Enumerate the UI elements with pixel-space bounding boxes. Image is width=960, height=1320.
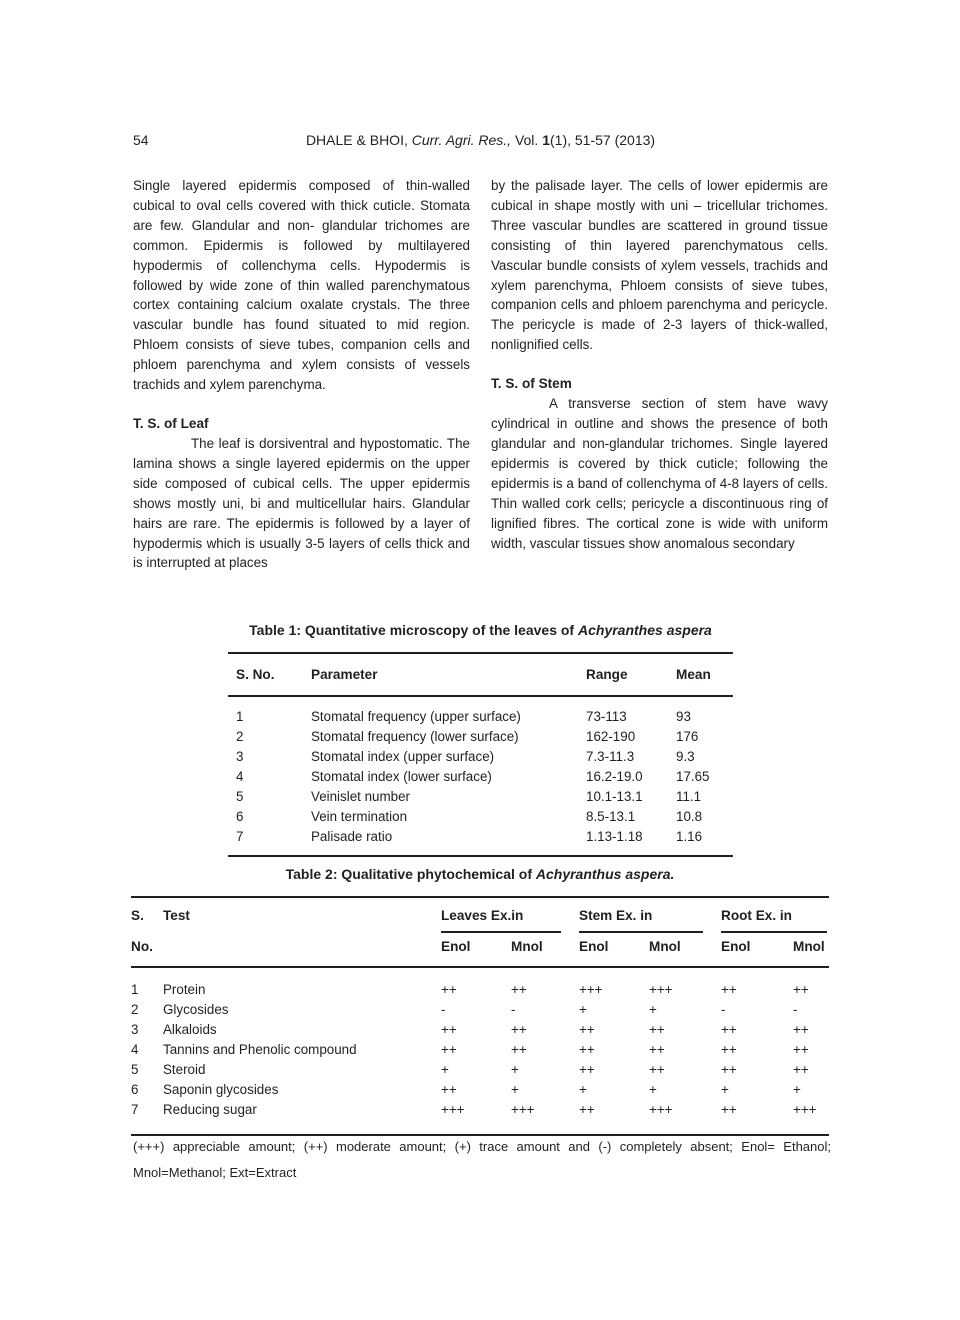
cell-value: + xyxy=(649,1082,657,1097)
subcolumn-header-enol: Enol xyxy=(579,939,609,954)
cell-no: 6 xyxy=(236,809,244,824)
table2-title xyxy=(131,864,829,884)
right-column xyxy=(491,176,828,620)
cell-value: ++ xyxy=(649,1042,665,1057)
cell-value: + xyxy=(441,1062,449,1077)
table1-section xyxy=(133,620,828,857)
running-head xyxy=(133,131,828,149)
table-row xyxy=(131,1060,829,1080)
cell-value: ++ xyxy=(793,1022,809,1037)
cell-value: +++ xyxy=(579,982,603,997)
table2-header-sub-row xyxy=(131,933,829,968)
empty-cell xyxy=(163,937,441,957)
cell-no: 1 xyxy=(131,982,139,997)
table-row xyxy=(228,827,733,847)
table2-header-group-row xyxy=(131,898,829,933)
paragraph: Single layered epidermis composed of thin-walled cubical to oval cells covered with thick cuticle. Stomata are few. Glandular and non- glandular trichomes are common. Epidermis is followed by multilayered hypodermis of collenchyma cells. Hypodermis is followed by wide zone of thin walled parenchymatous cortex containing calcium oxalate crystals. The three vascular bundle has found situated to mid region. Phloem consists of sieve tubes, companion cells and phloem parenchyma and xylem consists of vessels trachids and xylem parenchyma. xyxy=(133,178,470,393)
table2-title-species: Achyranthus aspera. xyxy=(535,866,675,882)
cell-parameter: Veinislet number xyxy=(311,789,410,804)
cell-mean: 11.1 xyxy=(676,789,702,804)
cell-parameter: Stomatal index (lower surface) xyxy=(311,769,492,784)
cell-range: 162-190 xyxy=(586,729,636,744)
table2-section xyxy=(131,864,829,1136)
table-row xyxy=(131,1000,829,1020)
paragraph: A transverse section of stem have wavy cylindrical in outline and shows the presence of both glandular and non-glandular trichomes. Single layered epidermis is covered by thick cuticle; following the epidermis is a band of collenchyma of 4-8 layers of cells. Thin walled cork cells; pericycle a discontinuous ring of lignified fibres. The cortical zone is wide with uniform width, vascular tissues show anomalous secondary xyxy=(491,396,828,551)
column-header-mean: Mean xyxy=(676,667,711,682)
paragraph: The leaf is dorsiventral and hypostomatic. The lamina shows a single layered epidermis on the upper side composed of cubical cells. The upper epidermis shows mostly uni, bi and multicellular hairs. Glandular hairs are rare. The epidermis is followed by a layer of hypodermis which is usually 3-5 layers of cells thick and is interrupted at places xyxy=(133,435,470,571)
cell-value: ++ xyxy=(511,1022,527,1037)
table2-footnote: (+++) appreciable amount; (++) moderate amount; (+) trace amount and (-) completely absent; Enol= Ethanol; Mnol=Methanol; Ext=Extract xyxy=(133,1139,831,1180)
cell-range: 7.3-11.3 xyxy=(586,749,635,764)
cell-no: 5 xyxy=(131,1062,139,1077)
table2-body xyxy=(131,968,829,1134)
cell-value: ++ xyxy=(441,1022,457,1037)
table-row xyxy=(228,807,733,827)
cell-mean: 10.8 xyxy=(676,809,703,824)
table-row xyxy=(131,1080,829,1100)
cell-range: 73-113 xyxy=(586,709,627,724)
cell-test: Reducing sugar xyxy=(163,1102,257,1117)
cell-parameter: Vein termination xyxy=(311,809,408,824)
section-heading-ts-leaf: T. S. of Leaf xyxy=(133,415,209,431)
cell-value: ++ xyxy=(721,1102,737,1117)
cell-no: 2 xyxy=(236,729,244,744)
table-row xyxy=(228,767,733,787)
column-header-test: Test xyxy=(163,908,190,923)
table2 xyxy=(131,896,829,1136)
citation-journal-name: Curr. Agri. Res., xyxy=(411,132,515,148)
cell-parameter: Stomatal frequency (upper surface) xyxy=(311,709,521,724)
cell-value: +++ xyxy=(793,1102,817,1117)
table1-body xyxy=(228,697,733,855)
subcolumn-header-enol: Enol xyxy=(441,939,471,954)
cell-value: - xyxy=(793,1002,798,1017)
table1-title-species: Achyranthes aspera xyxy=(578,622,712,638)
table-row xyxy=(228,787,733,807)
cell-value: + xyxy=(721,1082,729,1097)
cell-parameter: Stomatal frequency (lower surface) xyxy=(311,729,519,744)
cell-value: +++ xyxy=(511,1102,535,1117)
cell-value: ++ xyxy=(579,1022,595,1037)
subcolumn-header-enol: Enol xyxy=(721,939,751,954)
subcolumn-header-mnol: Mnol xyxy=(511,939,543,954)
cell-no: 2 xyxy=(131,1002,139,1017)
cell-mean: 1.16 xyxy=(676,829,703,844)
column-header-no: No. xyxy=(131,939,153,954)
left-column xyxy=(133,176,470,620)
subcolumn-header-mnol: Mnol xyxy=(793,939,825,954)
cell-value: ++ xyxy=(579,1062,595,1077)
cell-range: 16.2-19.0 xyxy=(586,769,643,784)
cell-value: ++ xyxy=(721,1042,737,1057)
cell-value: - xyxy=(511,1002,516,1017)
table1 xyxy=(228,652,733,857)
cell-value: ++ xyxy=(721,982,737,997)
cell-no: 6 xyxy=(131,1082,139,1097)
citation-authors: DHALE & BHOI, xyxy=(305,132,412,148)
cell-value: ++ xyxy=(793,1042,809,1057)
cell-value: ++ xyxy=(721,1062,737,1077)
cell-value: +++ xyxy=(649,1102,673,1117)
cell-value: ++ xyxy=(721,1022,737,1037)
section-heading-ts-stem: T. S. of Stem xyxy=(491,376,572,392)
cell-no: 3 xyxy=(236,749,244,764)
cell-mean: 176 xyxy=(676,729,699,744)
cell-no: 7 xyxy=(236,829,244,844)
cell-value: ++ xyxy=(793,982,809,997)
cell-value: + xyxy=(793,1082,801,1097)
table-row xyxy=(228,747,733,767)
subcolumn-header-mnol: Mnol xyxy=(649,939,681,954)
page-number: 54 xyxy=(133,132,149,148)
cell-value: ++ xyxy=(441,1042,457,1057)
table1-header-row xyxy=(228,654,733,697)
cell-value: ++ xyxy=(649,1062,665,1077)
cell-value: ++ xyxy=(511,982,527,997)
cell-no: 5 xyxy=(236,789,244,804)
cell-no: 7 xyxy=(131,1102,139,1117)
citation-vol-prefix: Vol. xyxy=(514,132,543,148)
group-header-stem: Stem Ex. in xyxy=(579,906,703,933)
citation-vol-suffix: (1), 51-57 (2013) xyxy=(550,132,656,148)
citation-vol-number: 1 xyxy=(542,132,550,148)
cell-value: ++ xyxy=(579,1042,595,1057)
cell-value: ++ xyxy=(649,1022,665,1037)
cell-test: Steroid xyxy=(163,1062,206,1077)
cell-no: 4 xyxy=(236,769,244,784)
cell-parameter: Palisade ratio xyxy=(311,829,393,844)
running-head-citation xyxy=(306,132,655,148)
cell-test: Alkaloids xyxy=(163,1022,217,1037)
cell-test: Tannins and Phenolic compound xyxy=(163,1042,357,1057)
column-header-parameter: Parameter xyxy=(311,667,378,682)
table2-title-text: Table 2: Qualitative phytochemical of xyxy=(285,866,536,882)
cell-value: - xyxy=(441,1002,446,1017)
cell-value: +++ xyxy=(441,1102,465,1117)
column-header-sno: S. No. xyxy=(236,667,275,682)
column-header-range: Range xyxy=(586,667,628,682)
cell-value: + xyxy=(511,1062,519,1077)
group-header-root: Root Ex. in xyxy=(721,906,827,933)
cell-value: ++ xyxy=(579,1102,595,1117)
table1-title xyxy=(133,620,828,640)
cell-value: ++ xyxy=(441,982,457,997)
cell-value: + xyxy=(511,1082,519,1097)
cell-range: 8.5-13.1 xyxy=(586,809,636,824)
cell-value: ++ xyxy=(511,1042,527,1057)
cell-mean: 9.3 xyxy=(676,749,695,764)
cell-value: + xyxy=(579,1002,587,1017)
paragraph: by the palisade layer. The cells of lower epidermis are cubical in shape mostly with uni – tricellular trichomes. Three vascular bundles are scattered in ground tissue consisting of thin layered parenchymatous cells. Vascular bundle consists of xylem vessels, trachids and xylem parenchyma, Phloem consists of sieve tubes, companion cells and phloem parenchyma and pericycle. The pericycle is made of 2-3 layers of thick-walled, nonlignified cells. xyxy=(491,178,828,353)
table-row xyxy=(228,707,733,727)
cell-no: 4 xyxy=(131,1042,139,1057)
cell-value: + xyxy=(579,1082,587,1097)
cell-test: Glycosides xyxy=(163,1002,229,1017)
group-header-leaves: Leaves Ex.in xyxy=(441,906,561,933)
cell-value: ++ xyxy=(441,1082,457,1097)
cell-mean: 17.65 xyxy=(676,769,710,784)
cell-range: 1.13-1.18 xyxy=(586,829,643,844)
cell-test: Saponin glycosides xyxy=(163,1082,279,1097)
cell-value: ++ xyxy=(793,1062,809,1077)
column-header-s: S. xyxy=(131,908,144,923)
table1-title-text: Table 1: Quantitative microscopy of the leaves of xyxy=(249,622,578,638)
cell-parameter: Stomatal index (upper surface) xyxy=(311,749,495,764)
cell-mean: 93 xyxy=(676,709,691,724)
table-row xyxy=(131,980,829,1000)
table-row xyxy=(131,1100,829,1120)
cell-value: + xyxy=(649,1002,657,1017)
cell-value: +++ xyxy=(649,982,673,997)
table-row xyxy=(228,727,733,747)
table-row xyxy=(131,1040,829,1060)
cell-no: 1 xyxy=(236,709,244,724)
cell-no: 3 xyxy=(131,1022,139,1037)
cell-range: 10.1-13.1 xyxy=(586,789,643,804)
cell-test: Protein xyxy=(163,982,206,997)
body-text xyxy=(133,176,828,620)
table-row xyxy=(131,1020,829,1040)
cell-value: - xyxy=(721,1002,726,1017)
